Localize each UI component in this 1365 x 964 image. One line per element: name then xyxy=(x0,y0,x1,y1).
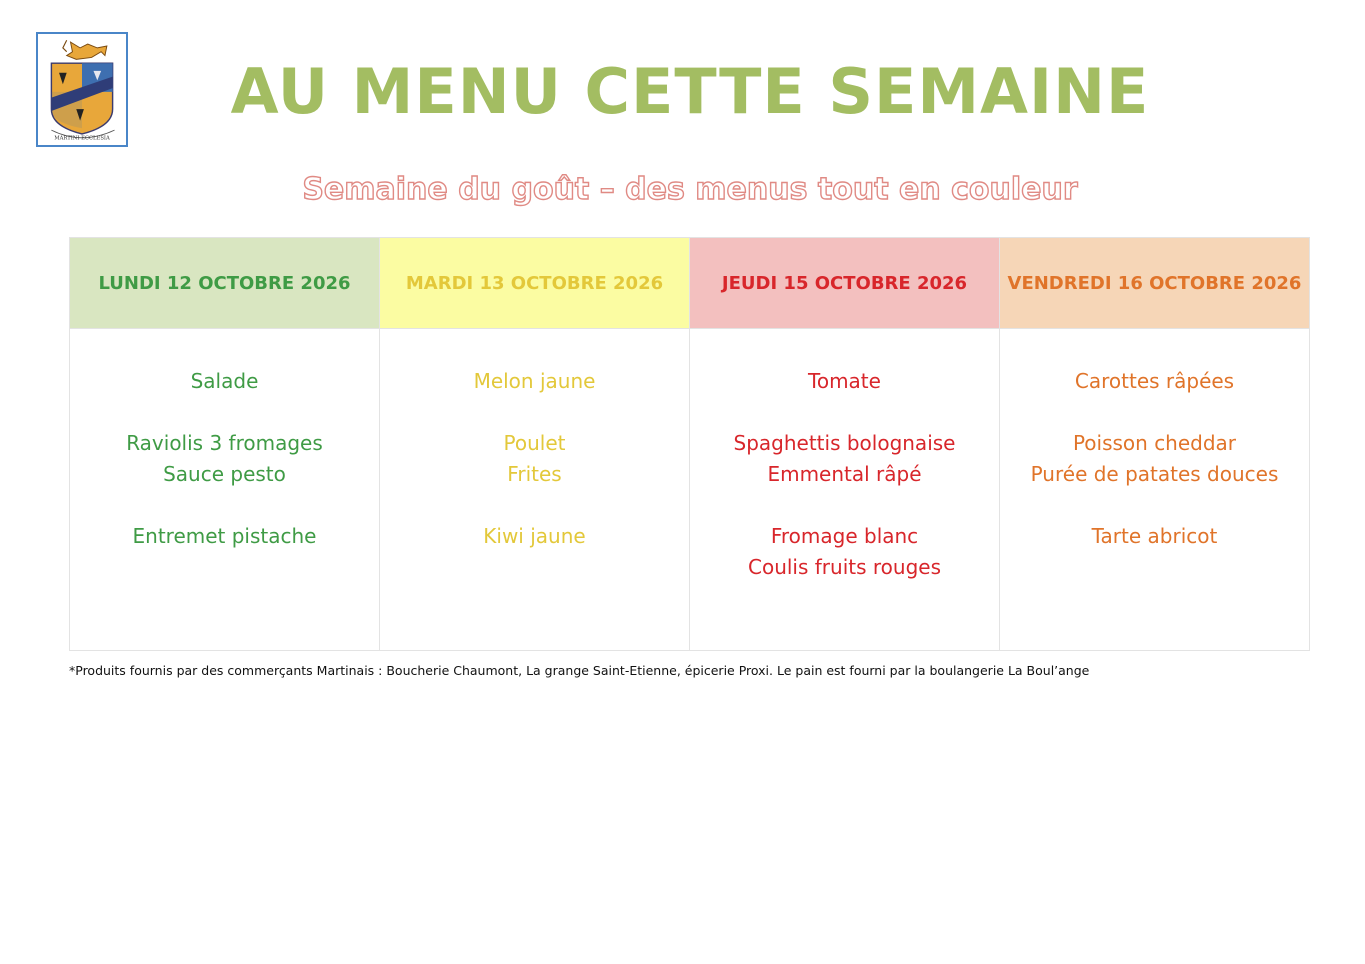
dish: Sauce pesto xyxy=(163,462,286,486)
day-header-friday xyxy=(1000,238,1310,329)
menu-row xyxy=(70,329,1310,651)
dessert xyxy=(380,521,689,552)
starter xyxy=(690,366,999,397)
main-course xyxy=(380,428,689,490)
svg-text:MARTINI ECCLESIA: MARTINI ECCLESIA xyxy=(54,135,110,142)
day-header-row xyxy=(70,238,1310,329)
dish: Tarte abricot xyxy=(1091,524,1218,548)
menu-cell-friday xyxy=(1000,329,1310,651)
dish: Carottes râpées xyxy=(1074,369,1235,393)
dish: Poisson cheddar xyxy=(1072,431,1237,455)
dessert xyxy=(690,521,999,583)
main-course xyxy=(70,428,379,490)
day-header-tuesday xyxy=(380,238,690,329)
dish: Spaghettis bolognaise xyxy=(733,431,956,455)
main-course xyxy=(1000,428,1309,490)
day-label: MARDI 13 OCTOBRE 2026 xyxy=(405,272,664,294)
page-subtitle: Semaine du goût – des menus tout en couleur xyxy=(302,172,1078,207)
dish: Entremet pistache xyxy=(132,524,317,548)
day-header-thursday xyxy=(690,238,1000,329)
day-label: JEUDI 15 OCTOBRE 2026 xyxy=(721,272,968,294)
dessert xyxy=(1000,521,1309,552)
dish: Salade xyxy=(190,369,259,393)
main-course xyxy=(690,428,999,490)
day-header-monday xyxy=(70,238,380,329)
dessert xyxy=(70,521,379,552)
menu-cell-thursday xyxy=(690,329,1000,651)
weekly-menu-table xyxy=(69,237,1310,651)
dish: Kiwi jaune xyxy=(483,524,586,548)
starter xyxy=(1000,366,1309,397)
dish: Emmental râpé xyxy=(767,462,922,486)
dish: Raviolis 3 fromages xyxy=(126,431,323,455)
page-title: AU MENU CETTE SEMAINE xyxy=(230,55,1150,128)
menu-cell-monday xyxy=(70,329,380,651)
day-label: LUNDI 12 OCTOBRE 2026 xyxy=(98,272,351,294)
dish: Melon jaune xyxy=(473,369,596,393)
dish: Frites xyxy=(507,462,562,486)
dish: Coulis fruits rouges xyxy=(748,555,941,579)
day-label: VENDREDI 16 OCTOBRE 2026 xyxy=(1007,272,1302,294)
starter xyxy=(380,366,689,397)
dish: Purée de patates douces xyxy=(1030,462,1279,486)
dish: Poulet xyxy=(503,431,566,455)
dish: Fromage blanc xyxy=(770,524,919,548)
starter xyxy=(70,366,379,397)
dish: Tomate xyxy=(808,369,881,393)
menu-cell-tuesday xyxy=(380,329,690,651)
footnote: *Produits fournis par des commerçants Martinais : Boucherie Chaumont, La grange Saint-Etienne, épicerie Proxi. Le pain est fourni par la boulangerie La Boul’ange xyxy=(69,663,1090,678)
